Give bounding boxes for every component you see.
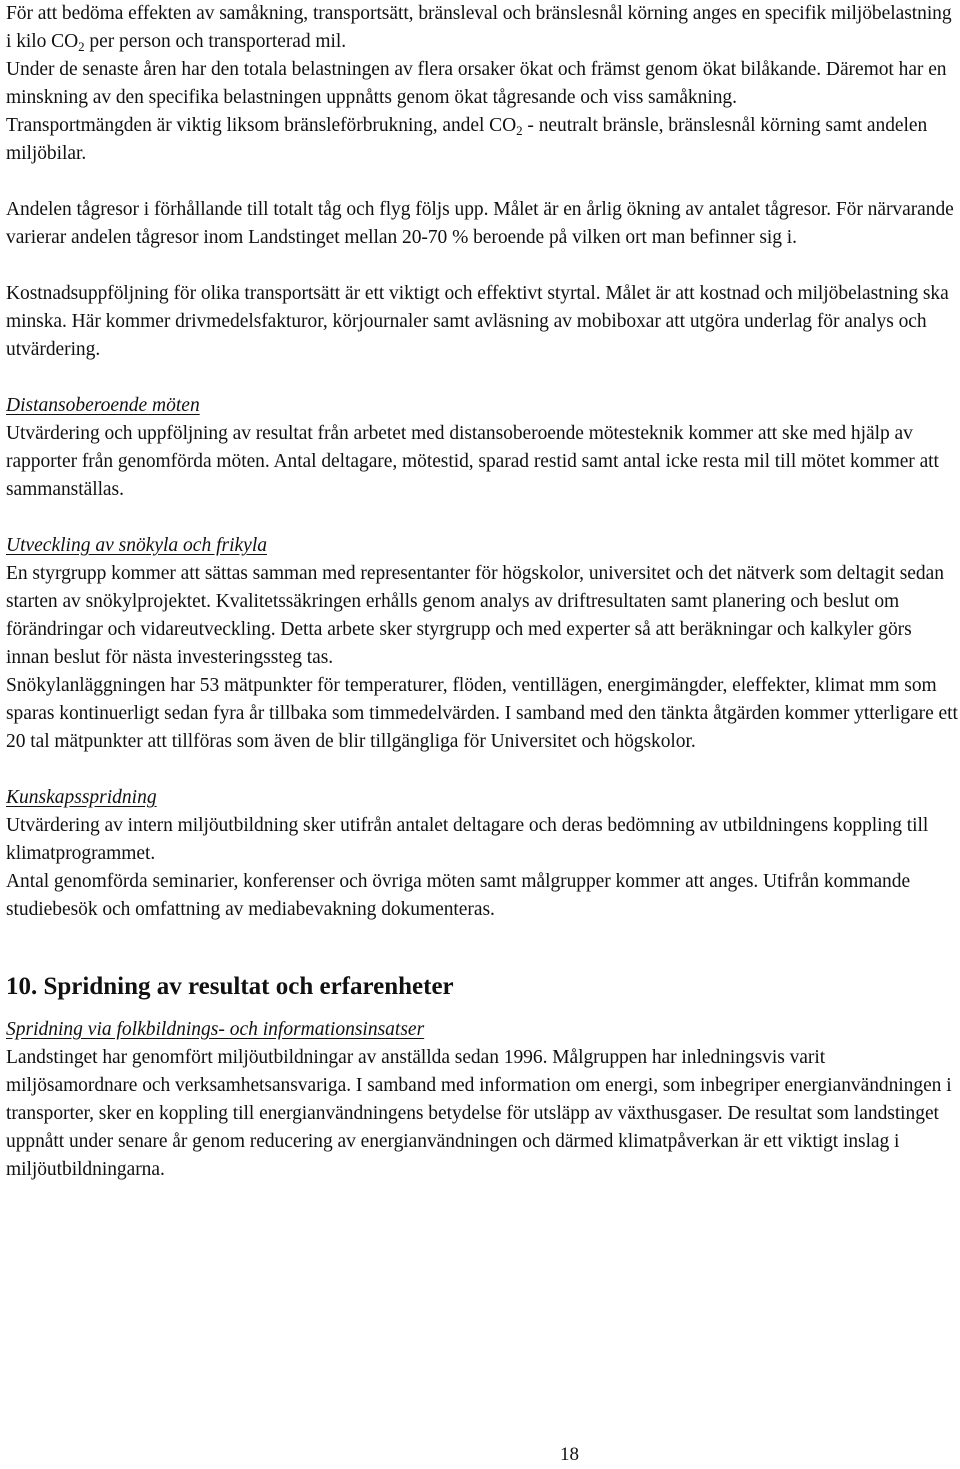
heading-snokyla: Utveckling av snökyla och frikyla: [6, 535, 267, 556]
page-number: 18: [560, 1444, 579, 1465]
heading-distansoberoende: Distansoberoende möten: [6, 395, 200, 416]
paragraph-co2-intro: För att bedöma effekten av samåkning, transportsätt, bränsleval och bränslesnål körning anges en specifik miljöbelastning i kilo $CO_2$ per person och transporterad mil.: [6, 3, 952, 54]
paragraph-kunskap-utvardering: Utvärdering av intern miljöutbildning sker utifrån antalet deltagare och deras bedömning av utbildningens koppling till klimatprogrammet.: [6, 815, 929, 864]
document-page: [6, 0, 958, 1469]
paragraph-kunskap-seminarier: Antal genomförda seminarier, konferenser och övriga möten samt målgrupper kommer att anges. Utifrån kommande studiebesök och omfattning av mediabevakning dokumenteras.: [6, 871, 911, 920]
heading-folkbildning: Spridning via folkbildnings- och informationsinsatser: [6, 1019, 425, 1040]
paragraph-load-trend: Under de senaste åren har den totala belastningen av flera orsaker ökat och främst genom ökat bilåkande. Däremot har en minskning av den specifika belastningen uppnåtts genom ökat tågresande och viss samåkning.: [6, 59, 947, 108]
paragraph-snokyla-styrgrupp: En styrgrupp kommer att sättas samman med representanter för högskolor, universitet och det nätverk som deltagit sedan starten av snökylprojektet. Kvalitetssäkringen erhålls genom analys av driftresultaten samt planering och beslut om förändringar och vidareutveckling. Detta arbete sker styrgrupp och med experter så att beräkningar och kalkyler görs innan beslut för nästa investeringssteg tas.: [6, 563, 944, 668]
paragraph-train-share: Andelen tågresor i förhållande till totalt tåg och flyg följs upp. Målet är en årlig ökning av antalet tågresor. För närvarande varierar andelen tågresor inom Landstinget mellan 20-70 % beroende på vilken ort man befinner sig i.: [6, 199, 954, 248]
subscript-2: 2: [516, 123, 523, 138]
paragraph-distansoberoende: Utvärdering och uppföljning av resultat från arbetet med distansoberoende mötesteknik kommer att ske med hjälp av rapporter från genomförda möten. Antal deltagare, mötestid, sparad restid samt antal icke resta mil till mötet kommer att sammanställas.: [6, 423, 939, 500]
heading-kunskapsspridning: Kunskapsspridning: [6, 787, 157, 808]
paragraph-snokyla-matpunkter: Snökylanläggningen har 53 mätpunkter för temperaturer, flöden, ventillägen, energimängder, eleffekter, klimat mm som sparas kontinuerligt sedan fyra år tillbaka som timmedelvärden. I samband med den tänkta åtgärden kommer ytterligare ett 20 tal mätpunkter att tillföras som även de blir tillgängliga för Universitet och högskolor.: [6, 675, 958, 752]
section-title-10: 10. Spridning av resultat och erfarenheter: [6, 973, 454, 1000]
paragraph-transport-volume: Transportmängden är viktig liksom bränsleförbrukning, andel $CO_2$ - neutralt bränsle, bränslesnål körning samt andelen miljöbilar.: [6, 115, 928, 164]
paragraph-folkbildning: Landstinget har genomfört miljöutbildningar av anställda sedan 1996. Målgruppen har inledningsvis varit miljösamordnare och verksamhetsansvariga. I samband med information om energi, som inbegriper energianvändningen i transporter, sker en koppling till energianvändningens betydelse för utsläpp av växthusgaser. De resultat som landstinget uppnått under senare år genom reducering av energianvändningen och därmed klimatpåverkan är ett viktigt inslag i miljöutbildningarna.: [6, 1047, 952, 1180]
paragraph-cost-followup: Kostnadsuppföljning för olika transportsätt är ett viktigt och effektivt styrtal. Målet är att kostnad och miljöbelastning ska minska. Här kommer drivmedelsfakturor, körjournaler samt avläsning av mobiboxar att utgöra underlag för analys och utvärdering.: [6, 283, 949, 360]
subscript-2: 2: [78, 39, 85, 54]
